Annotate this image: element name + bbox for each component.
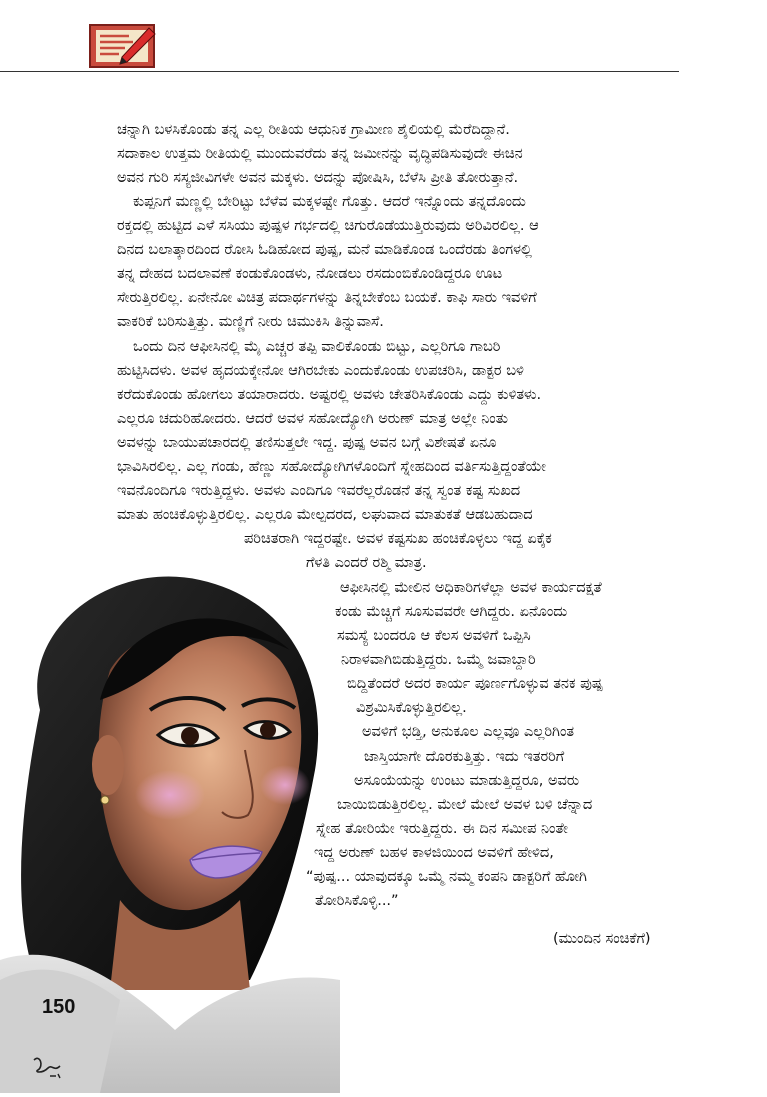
article-line: “ಪುಷ್ಪ... ಯಾವುದಕ್ಕೂ ಒಮ್ಮೆ ನಮ್ಮ ಕಂಪನಿ ಡಾಕ್ಟರಿಗೆ ಹೋಗಿ (306, 869, 587, 885)
article-line: ಭಾವಿಸಿರಲಿಲ್ಲ. ಎಲ್ಲ ಗಂಡು, ಹೆಣ್ಣು ಸಹೋದ್ಯೋಗಿಗಳೊಂದಿಗೆ ಸ್ನೇಹದಿಂದ ವರ್ತಿಸುತ್ತಿದ್ದಂತೆಯೇ (117, 459, 546, 475)
article-line: ಸಮಸ್ಯೆ ಬಂದರೂ ಆ ಕೆಲಸ ಅವಳಿಗೆ ಒಪ್ಪಿಸಿ (337, 628, 531, 644)
article-line: ಬಿದ್ದಿತೆಂದರೆ ಅದರ ಕಾರ್ಯ ಪೂರ್ಣಗೊಳ್ಳುವ ತನಕ ಪುಷ್ಪ (347, 676, 603, 692)
article-line: ಅವಳಿಗೆ ಭಡ್ತಿ, ಅನುಕೂಲ ಎಲ್ಲವೂ ಎಲ್ಲರಿಗಿಂತ (362, 724, 575, 740)
article-line: ಆಫೀಸಿನಲ್ಲಿ ಮೇಲಿನ ಅಧಿಕಾರಿಗಳೆಲ್ಲಾ ಅವಳ ಕಾರ್ಯದಕ್ಷತೆ (340, 580, 602, 596)
article-line: ತೋರಿಸಿಕೊಳ್ಳಿ...” (315, 893, 399, 909)
article-line: ಅವನ ಗುರಿ ಸಸ್ಯಜೀವಿಗಳೇ ಅವನ ಮಕ್ಕಳು. ಅದನ್ನು ಪೋಷಿಸಿ, ಬೆಳೆಸಿ ಪ್ರೀತಿ ತೋರುತ್ತಾನೆ. (117, 170, 519, 186)
article-line: ರಕ್ತದಲ್ಲಿ ಹುಟ್ಟಿದ ಎಳೆ ಸಸಿಯು ಪುಷ್ಪಳ ಗರ್ಭದಲ್ಲಿ ಚಿಗುರೊಡೆಯುತ್ತಿರುವುದು ಅರಿವಿರಲಿಲ್ಲ. ಆ (117, 218, 539, 234)
article-line: ಪರಿಚಿತರಾಗಿ ಇದ್ದರಷ್ಟೇ. ಅವಳ ಕಷ್ಟಸುಖ ಹಂಚಿಕೊಳ್ಳಲು ಇದ್ದ ಏಕೈಕ (244, 531, 552, 547)
article-line: ಕಂಡು ಮೆಚ್ಚಿಗೆ ಸೂಸುವವರೇ ಆಗಿದ್ದರು. ಏನೊಂದು (335, 604, 568, 620)
article-line: ವಿಶ್ರಮಿಸಿಕೊಳ್ಳುತ್ತಿರಲಿಲ್ಲ. (356, 700, 467, 716)
artist-signature-icon (30, 1052, 70, 1082)
article-line: ಸದಾಕಾಲ ಉತ್ತಮ ರೀತಿಯಲ್ಲಿ ಮುಂದುವರೆದು ತನ್ನ ಜಮೀನನ್ನು ವೃದ್ಧಿಪಡಿಸುವುದೇ ಈಚಿನ (117, 146, 523, 162)
continued-label: (ಮುಂದಿನ ಸಂಚಿಕೆಗೆ) (553, 931, 651, 947)
article-line: ಜಾಸ್ತಿಯಾಗೇ ದೊರಕುತ್ತಿತ್ತು. ಇದು ಇತರರಿಗೆ (364, 749, 565, 765)
article-line: ತನ್ನ ದೇಹದ ಬದಲಾವಣೆ ಕಂಡುಕೊಂಡಳು, ನೋಡಲು ರಸದುಂಬಿಕೊಂಡಿದ್ದರೂ ಊಟ (117, 266, 503, 282)
article-line: ಗೆಳತಿ ಎಂದರೆ ರಶ್ಮಿ ಮಾತ್ರ. (306, 555, 427, 571)
article-line: ಕರೆದುಕೊಂಡು ಹೋಗಲು ತಯಾರಾದರು. ಅಷ್ಟರಲ್ಲಿ ಅವಳು ಚೇತರಿಸಿಕೊಂಡು ಎದ್ದು ಕುಳಿತಳು. (117, 387, 542, 403)
article-line: ಎಲ್ಲರೂ ಚದುರಿಹೋದರು. ಆದರೆ ಅವಳ ಸಹೋದ್ಯೋಗಿ ಅರುಣ್ ಮಾತ್ರ ಅಲ್ಲೇ ನಿಂತು (117, 411, 508, 427)
article-line: ಅಸೂಯೆಯನ್ನು ಉಂಟು ಮಾಡುತ್ತಿದ್ದರೂ, ಅವರು (354, 773, 580, 789)
article-line: ಇದ್ದ ಅರುಣ್ ಬಹಳ ಕಾಳಜಿಯಿಂದ ಅವಳಿಗೆ ಹೇಳಿದ, (314, 845, 554, 861)
article-line: ಇವನೊಂದಿಗೂ ಇರುತ್ತಿದ್ದಳು. ಅವಳು ಎಂದಿಗೂ ಇವರೆಲ್ಲರೊಡನೆ ತನ್ನ ಸ್ವಂತ ಕಷ್ಟ ಸುಖದ (117, 483, 521, 499)
article-line: ಸ್ನೇಹ ತೋರಿಯೇ ಇರುತ್ತಿದ್ದರು. ಈ ದಿನ ಸಮೀಪ ನಿಂತೇ (316, 821, 568, 837)
article-line: ಅವಳನ್ನು ಬಾಯುಪಚಾರದಲ್ಲಿ ತಣಿಸುತ್ತಲೇ ಇದ್ದ. ಪುಷ್ಪ ಅವನ ಬಗ್ಗೆ ವಿಶೇಷತೆ ಏನೂ (117, 435, 497, 451)
article-line: ಸೇರುತ್ತಿರಲಿಲ್ಲ. ಏನೇನೋ ವಿಚಿತ್ರ ಪದಾರ್ಥಗಳನ್ನು ತಿನ್ನಬೇಕೆಂಬ ಬಯಕೆ. ಕಾಫಿ ಸಾರು ಇವಳಿಗೆ (117, 290, 537, 306)
article-line: ವಾಕರಿಕೆ ಬರಿಸುತ್ತಿತ್ತು. ಮಣ್ಣಿಗೆ ನೀರು ಚಿಮುಕಿಸಿ ತಿನ್ನುವಾಸೆ. (117, 314, 384, 330)
article-line: ಚನ್ನಾಗಿ ಬಳಸಿಕೊಂಡು ತನ್ನ ಎಲ್ಲ ರೀತಿಯ ಆಧುನಿಕ ಗ್ರಾಮೀಣ ಶೈಲಿಯಲ್ಲಿ ಮೆರೆದಿದ್ದಾನೆ. (117, 122, 510, 138)
article-line: ಒಂದು ದಿನ ಆಫೀಸಿನಲ್ಲಿ ಮೈ ಎಚ್ಚರ ತಪ್ಪಿ ವಾಲಿಕೊಂಡು ಬಿಟ್ಟು, ಎಲ್ಲರಿಗೂ ಗಾಬರಿ (133, 339, 501, 355)
article-line: ದಿನದ ಬಲಾತ್ಕಾರದಿಂದ ರೋಸಿ ಓಡಿಹೋದ ಪುಷ್ಪ, ಮನೆ ಮಾಡಿಕೊಂಡ ಒಂದೆರಡು ತಿಂಗಳಲ್ಲಿ (117, 242, 532, 258)
article-line: ನಿರಾಳವಾಗಿಬಿಡುತ್ತಿದ್ದರು. ಒಮ್ಮೆ ಜವಾಬ್ದಾರಿ (341, 652, 536, 668)
article-line: ಹುಟ್ಟಿಸಿದಳು. ಅವಳ ಹೃದಯಕ್ಕೇನೋ ಆಗಿರಬೇಕು ಎಂದುಕೊಂಡು ಉಪಚರಿಸಿ, ಡಾಕ್ಟರ ಬಳಿ (117, 363, 524, 379)
article-line: ಕುಪ್ಪನಿಗೆ ಮಣ್ಣಲ್ಲಿ ಬೇರಿಟ್ಟು ಬೆಳೆವ ಮಕ್ಕಳಷ್ಟೇ ಗೊತ್ತು. ಆದರೆ ಇನ್ನೊಂದು ತನ್ನದೊಂದು (133, 194, 526, 210)
page-number: 150 (42, 996, 76, 1018)
article-line: ಮಾತು ಹಂಚಿಕೊಳ್ಳುತ್ತಿರಲಿಲ್ಲ. ಎಲ್ಲರೂ ಮೇಲ್ಪದರದ, ಲಘುವಾದ ಮಾತುಕತೆ ಆಡಬಹುದಾದ (117, 507, 533, 523)
article-line: ಬಾಯಿಬಿಡುತ್ತಿರಲಿಲ್ಲ. ಮೇಲೆ ಮೇಲೆ ಅವಳ ಬಳಿ ಚೆನ್ನಾದ (337, 797, 593, 813)
